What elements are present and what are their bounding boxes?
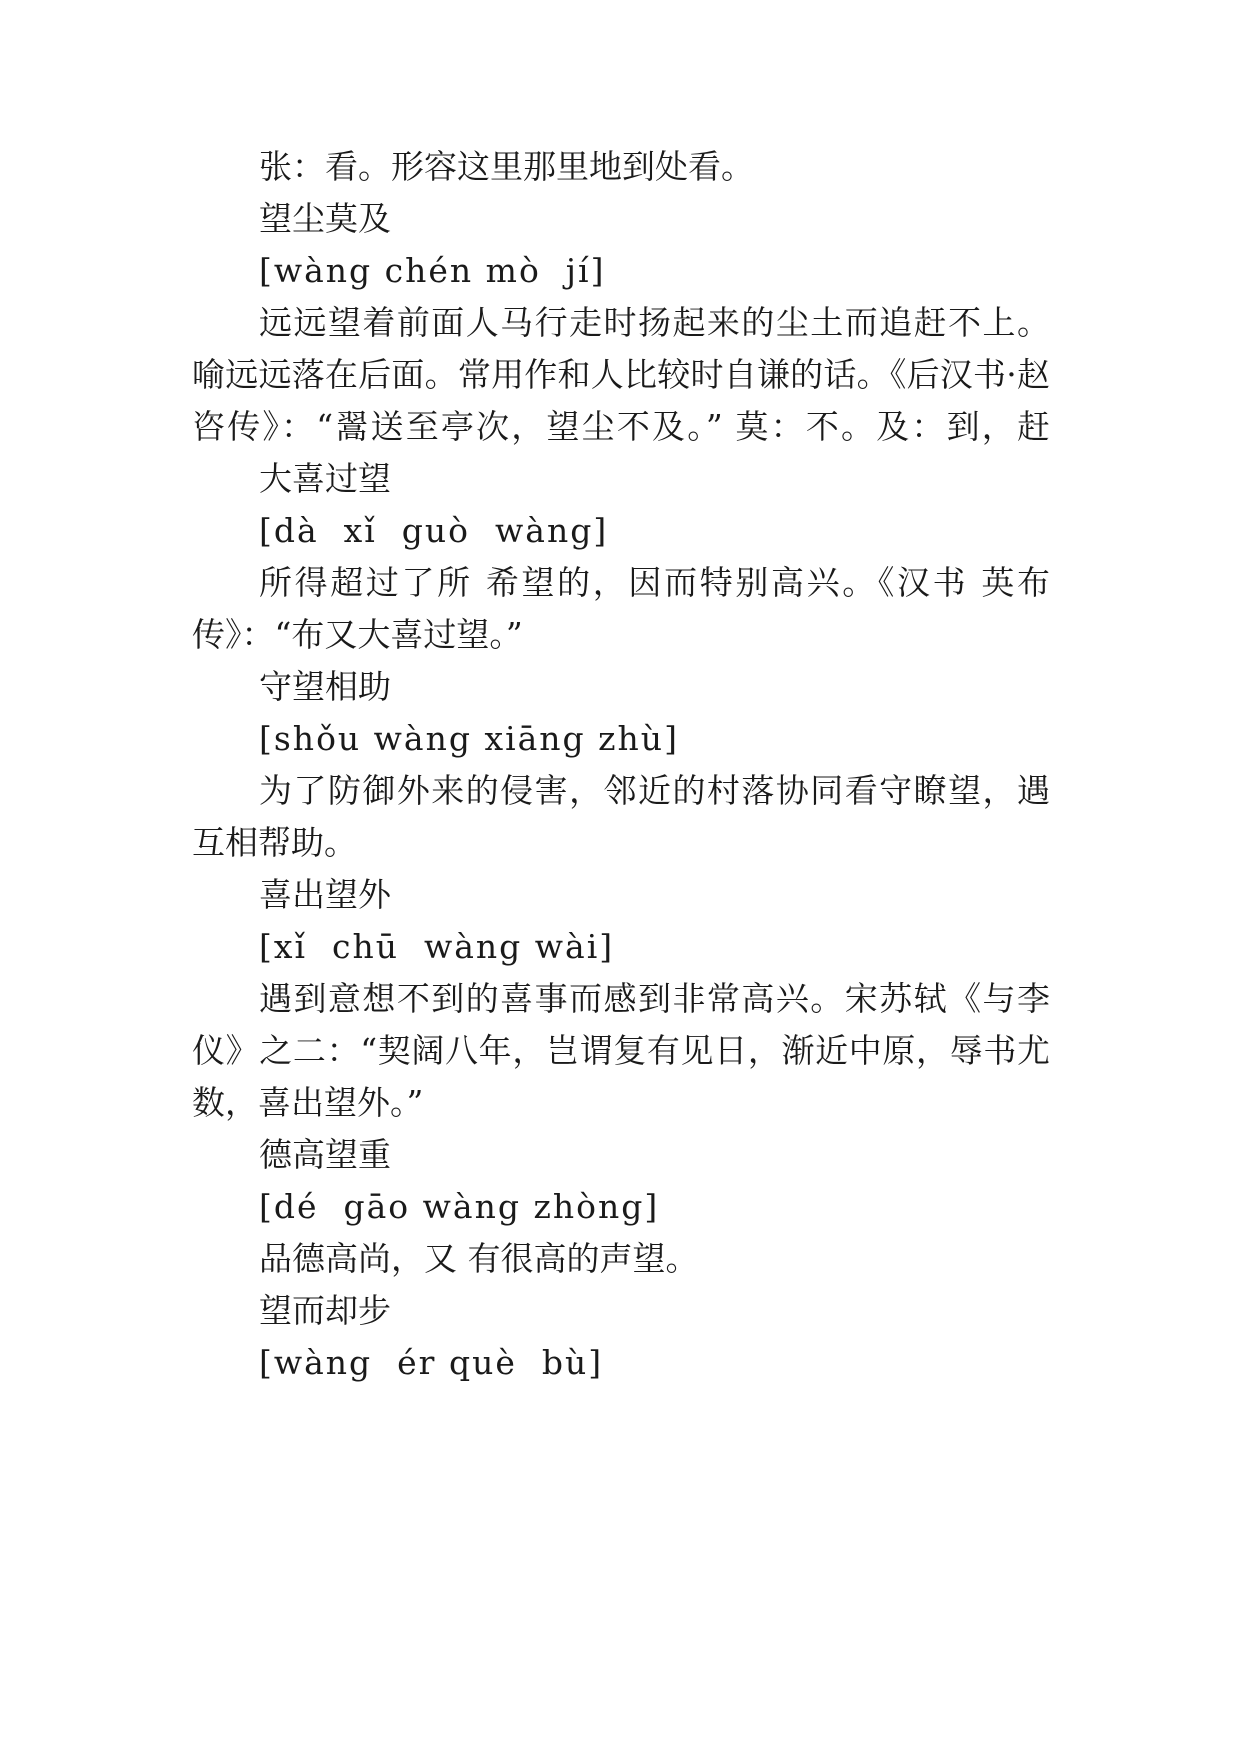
pinyin-line: [dé gāo wàng zhòng] <box>259 1187 660 1226</box>
pinyin-line: [wàng ér què bù] <box>259 1343 604 1382</box>
pinyin-line: [dà xǐ guò wàng] <box>259 511 609 550</box>
pinyin-line: [xǐ chū wàng wài] <box>259 927 615 966</box>
text-line: 数，喜出望外。” <box>192 1083 424 1122</box>
text-line: 所得超过了所 希望的，因而特别高兴。《汉书 英布 <box>259 563 1050 602</box>
text-line: 远远望着前面人马行走时扬起来的尘土而追赶不上。 <box>259 303 1050 342</box>
text-line: 遇到意想不到的喜事而感到非常高兴。宋苏轼《与李 <box>259 979 1050 1018</box>
idiom-title: 大喜过望 <box>259 459 391 498</box>
text-line: 张：看。形容这里那里地到处看。 <box>259 147 754 186</box>
idiom-title: 守望相助 <box>259 667 391 706</box>
idiom-title: 喜出望外 <box>259 875 391 914</box>
idiom-title: 望而却步 <box>259 1291 391 1330</box>
text-line: 为了防御外来的侵害，邻近的村落协同看守瞭望，遇 <box>259 771 1050 810</box>
text-line: 品德高尚，又 有很高的声望。 <box>259 1239 699 1278</box>
text-line: 仪》之二：“契阔八年，岂谓复有见日，渐近中原，辱书尤 <box>192 1031 1050 1070</box>
pinyin-line: [shǒu wàng xiāng zhù] <box>259 719 679 758</box>
idiom-title: 德高望重 <box>259 1135 391 1174</box>
text-line: 传》：“布又大喜过望。” <box>192 615 523 654</box>
pinyin-line: [wàng chén mò jí] <box>259 251 606 290</box>
text-line: 喻远远落在后面。常用作和人比较时自谦的话。《后汉书·赵 <box>192 355 1050 394</box>
text-line: 互相帮助。 <box>192 823 357 862</box>
idiom-title: 望尘莫及 <box>259 199 391 238</box>
text-line: 咨传》：“翯送至亭次，望尘不及。” 莫：不。及：到，赶 <box>192 407 1050 446</box>
